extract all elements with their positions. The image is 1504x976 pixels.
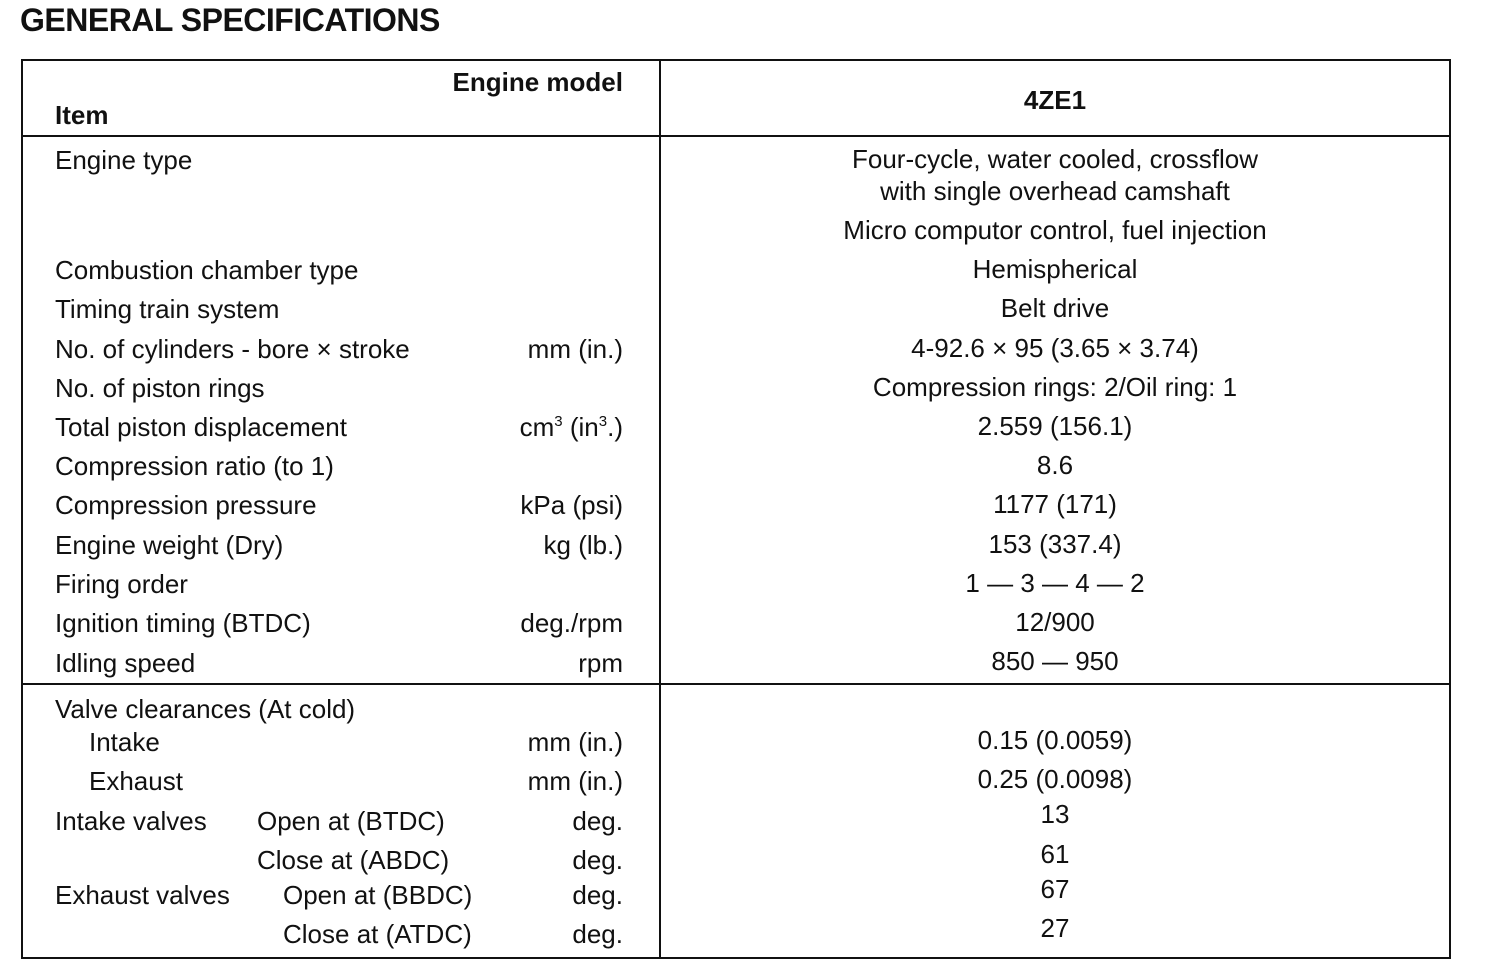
unit-intake-close: deg.: [572, 845, 623, 875]
unit-exhaust-clearance: mm (in.): [527, 766, 623, 796]
unit-intake-open: deg.: [572, 806, 623, 836]
value-engine-type-line3: Micro computor control, fuel injection: [843, 215, 1267, 245]
item-timing-train: Timing train system: [55, 294, 280, 324]
value-exhaust-close: 27: [1040, 913, 1070, 943]
item-idling-speed: Idling speed: [55, 648, 196, 678]
specifications-table: [21, 59, 1451, 959]
value-idling-speed: 850 — 950: [991, 646, 1119, 676]
item-compression-pressure: Compression pressure: [55, 490, 317, 520]
value-exhaust-clearance: 0.25 (0.0098): [977, 764, 1133, 794]
unit-displacement: $cm^3$ $(in^3.)$: [519, 412, 623, 442]
group-exhaust-valves: Exhaust valves: [55, 880, 230, 910]
item-cylinders: No. of cylinders - bore × stroke: [55, 334, 410, 364]
item-compression-ratio: Compression ratio (to 1): [55, 451, 334, 481]
value-engine-weight: 153 (337.4): [988, 529, 1122, 559]
item-label: Item: [55, 100, 109, 130]
value-cylinders: 4-92.6 × 95 (3.65 × 3.74): [911, 333, 1199, 363]
engine-model-value: 4ZE1: [1023, 85, 1087, 115]
unit-exhaust-open: deg.: [572, 880, 623, 910]
item-intake-clearance: Intake: [89, 727, 160, 757]
item-intake-close: Close at (ABDC): [257, 845, 450, 875]
value-compression-ratio: 8.6: [1036, 450, 1074, 480]
item-valve-clearances: Valve clearances (At cold): [55, 694, 356, 724]
value-timing-train: Belt drive: [1000, 293, 1110, 323]
value-combustion-chamber: Hemispherical: [972, 254, 1138, 284]
item-ignition-timing: Ignition timing (BTDC): [55, 608, 311, 638]
item-exhaust-open: Open at (BBDC): [283, 880, 473, 910]
value-firing-order: 1 — 3 — 4 — 2: [965, 568, 1145, 598]
value-ignition-timing: 12/900: [1015, 607, 1095, 637]
item-engine-type: Engine type: [55, 145, 193, 175]
engine-model-label: Engine model: [452, 67, 623, 97]
value-piston-rings: Compression rings: 2/Oil ring: 1: [872, 372, 1238, 402]
unit-cylinders: mm (in.): [527, 334, 623, 364]
value-intake-open: 13: [1040, 799, 1070, 829]
item-piston-rings: No. of piston rings: [55, 373, 265, 403]
section-rule: [23, 683, 1449, 685]
value-compression-pressure: 1177 (171): [993, 489, 1117, 519]
item-firing-order: Firing order: [55, 569, 188, 599]
value-intake-close: 61: [1040, 839, 1070, 869]
item-exhaust-close: Close at (ATDC): [283, 919, 472, 949]
page-title: GENERAL SPECIFICATIONS: [20, 2, 440, 38]
group-intake-valves: Intake valves: [55, 806, 207, 836]
item-displacement: Total piston displacement: [55, 412, 347, 442]
value-exhaust-open: 67: [1040, 874, 1070, 904]
unit-intake-clearance: mm (in.): [527, 727, 623, 757]
item-intake-open: Open at (BTDC): [257, 806, 445, 836]
item-exhaust-clearance: Exhaust: [89, 766, 183, 796]
unit-ignition-timing: deg./rpm: [520, 608, 623, 638]
header-rule: [23, 135, 1449, 137]
unit-exhaust-close: deg.: [572, 919, 623, 949]
item-combustion-chamber: Combustion chamber type: [55, 255, 359, 285]
unit-idling-speed: rpm: [578, 648, 623, 678]
value-engine-type-line1: Four-cycle, water cooled, crossflow: [851, 144, 1259, 174]
value-intake-clearance: 0.15 (0.0059): [977, 725, 1133, 755]
value-engine-type-line2: with single overhead camshaft: [880, 176, 1230, 206]
value-displacement: 2.559 (156.1): [977, 411, 1133, 441]
item-engine-weight: Engine weight (Dry): [55, 530, 284, 560]
unit-compression-pressure: kPa (psi): [520, 490, 623, 520]
unit-engine-weight: kg (lb.): [543, 530, 623, 560]
